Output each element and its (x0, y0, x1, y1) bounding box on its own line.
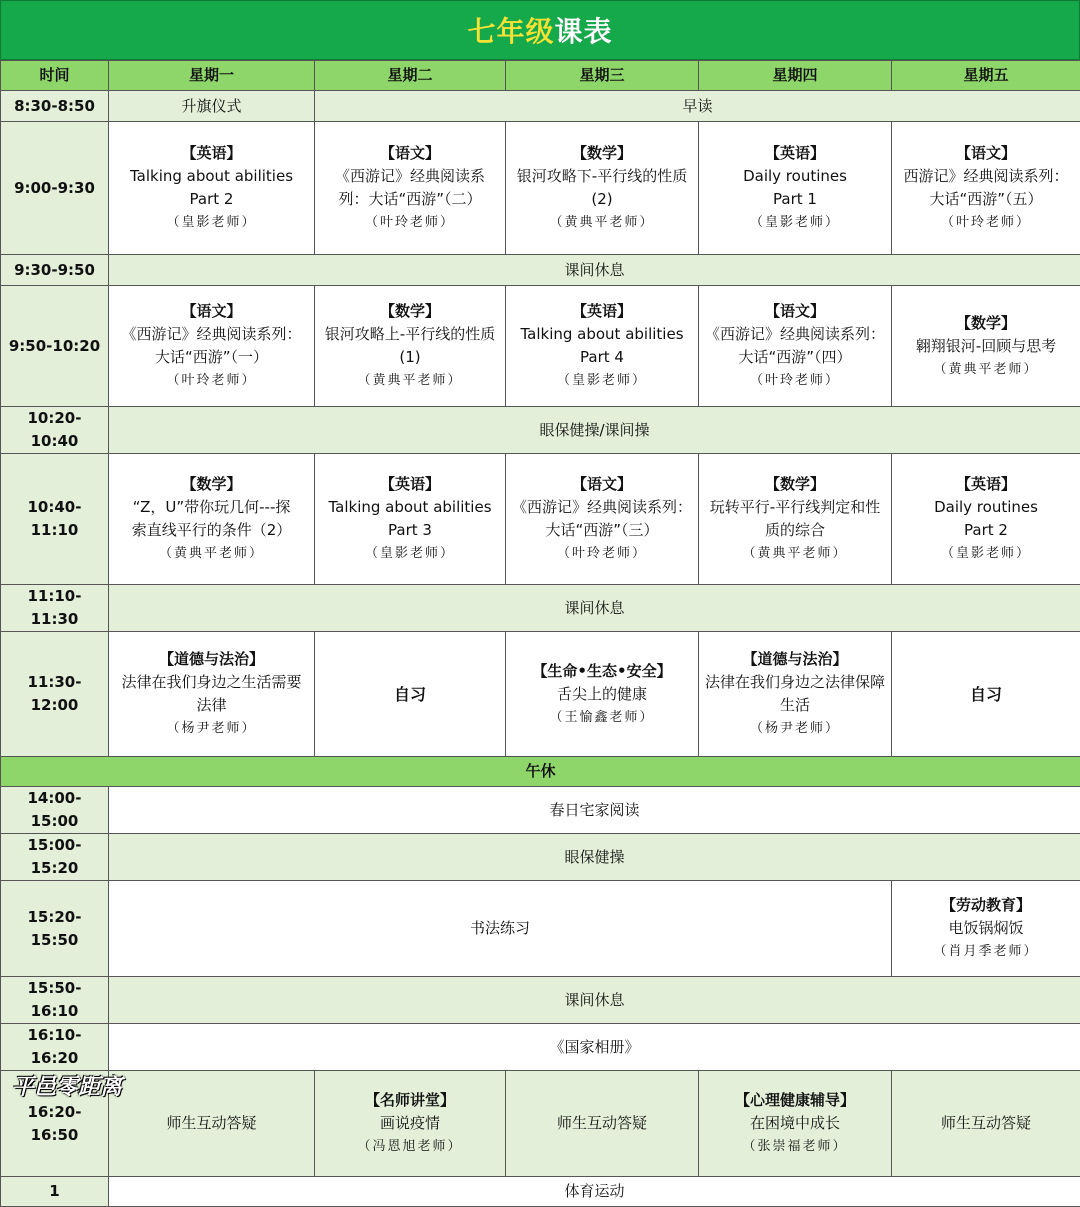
lesson-title: “Z，U”带你玩几何---探 (112, 496, 311, 519)
lesson-title-line2: 大话“西游”（一） (112, 346, 311, 369)
lesson-title-line2: 法律 (112, 694, 311, 717)
teacher-label: （叶玲老师） (509, 542, 695, 565)
lesson-cell (506, 122, 699, 255)
qa-cell: 师生互动答疑 (892, 1071, 1080, 1177)
subject-label: 【名师讲堂】 (318, 1089, 502, 1112)
lesson-title: 在困境中成长 (702, 1112, 888, 1135)
subject-label: 【英语】 (112, 142, 311, 165)
table-row (1, 91, 1080, 122)
table-row (1, 585, 1080, 632)
teacher-label: （肖月季老师） (895, 940, 1077, 963)
lesson-title-line2: 质的综合 (702, 519, 888, 542)
national-album-cell: 《国家相册》 (109, 1024, 1080, 1071)
noon-break-row (1, 757, 1080, 787)
subject-label: 【生命•生态•安全】 (509, 660, 695, 683)
table-row (1, 1177, 1080, 1207)
time-cell: 15:50-16:10 (1, 977, 109, 1024)
lesson-title: 《西游记》经典阅读系列： (702, 323, 888, 346)
teacher-label: （皇影老师） (702, 211, 888, 234)
teacher-label: （叶玲老师） (318, 211, 502, 234)
teacher-label: （杨尹老师） (112, 717, 311, 740)
lesson-title: Daily routines (702, 165, 888, 188)
time-cell: 10:20-10:40 (1, 407, 109, 454)
lesson-cell (699, 286, 892, 407)
time-cell: 1 (1, 1177, 109, 1207)
time-cell: 9:50-10:20 (1, 286, 109, 407)
subject-label: 【劳动教育】 (895, 894, 1077, 917)
eye-exercise-cell: 眼保健操 (109, 834, 1080, 881)
lesson-title: 电饭锅焖饭 (895, 917, 1077, 940)
lesson-cell (109, 632, 315, 757)
lesson-cell (699, 454, 892, 585)
header-monday: 星期一 (109, 61, 315, 91)
lesson-title: 画说疫情 (318, 1112, 502, 1135)
subject-label: 【英语】 (895, 473, 1077, 496)
lesson-title-line2: Part 1 (702, 188, 888, 211)
subject-label: 【数学】 (895, 312, 1077, 335)
break-cell: 课间休息 (109, 977, 1080, 1024)
break-cell: 课间休息 (109, 255, 1080, 286)
header-row (1, 61, 1080, 91)
table-row (1, 255, 1080, 286)
lesson-cell (892, 122, 1080, 255)
teacher-label: （王愉鑫老师） (509, 706, 695, 729)
lesson-title-line2: 列：大话“西游”（二） (318, 188, 502, 211)
table-row (1, 286, 1080, 407)
lesson-title: 《西游记》经典阅读系列： (112, 323, 311, 346)
self-study-cell: 自习 (892, 632, 1080, 757)
header-tuesday: 星期二 (315, 61, 506, 91)
table-row (1, 454, 1080, 585)
time-cell: 11:30-12:00 (1, 632, 109, 757)
calligraphy-cell: 书法练习 (109, 881, 892, 977)
time-cell: 9:30-9:50 (1, 255, 109, 286)
time-cell: 8:30-8:50 (1, 91, 109, 122)
lesson-title-line2: Part 3 (318, 519, 502, 542)
subject-label: 【数学】 (318, 300, 502, 323)
table-row (1, 632, 1080, 757)
teacher-label: （皇影老师） (509, 369, 695, 392)
teacher-label: （黄典平老师） (318, 369, 502, 392)
subject-label: 【语文】 (509, 473, 695, 496)
lesson-title: 《西游记》经典阅读系列： (509, 496, 695, 519)
lesson-title: 翱翔银河-回顾与思考 (895, 335, 1077, 358)
lesson-title-line2: (1) (318, 346, 502, 369)
lesson-cell (315, 286, 506, 407)
break-cell: 课间休息 (109, 585, 1080, 632)
table-row (1, 834, 1080, 881)
lesson-title-line2: (2) (509, 188, 695, 211)
lesson-cell (109, 122, 315, 255)
lesson-cell (315, 122, 506, 255)
watermark-text: 平邑零距离 (12, 1070, 122, 1101)
time-cell: 11:10-11:30 (1, 585, 109, 632)
lesson-cell (315, 1071, 506, 1177)
lesson-cell (699, 122, 892, 255)
teacher-label: （黄典平老师） (895, 358, 1077, 381)
time-cell: 14:00-15:00 (1, 787, 109, 834)
subject-label: 【语文】 (318, 142, 502, 165)
header-thursday: 星期四 (699, 61, 892, 91)
lesson-title: Talking about abilities (509, 323, 695, 346)
lesson-title: 西游记》经典阅读系列： (895, 165, 1077, 188)
timetable-title (0, 0, 1080, 60)
subject-label: 【英语】 (702, 142, 888, 165)
header-wednesday: 星期三 (506, 61, 699, 91)
table-row (1, 881, 1080, 977)
lesson-title: 法律在我们身边之法律保障 (702, 671, 888, 694)
teacher-label: （张崇福老师） (702, 1135, 888, 1158)
teacher-label: （黄典平老师） (702, 542, 888, 565)
title-schedule: 课表 (555, 10, 613, 50)
subject-label: 【道德与法治】 (112, 648, 311, 671)
time-cell: 10:40-11:10 (1, 454, 109, 585)
lesson-cell (892, 454, 1080, 585)
eye-exercise-cell: 眼保健操/课间操 (109, 407, 1080, 454)
reading-cell: 春日宅家阅读 (109, 787, 1080, 834)
lesson-cell (109, 454, 315, 585)
lesson-title: 银河攻略下-平行线的性质 (509, 165, 695, 188)
lesson-cell (109, 286, 315, 407)
table-row (1, 787, 1080, 834)
time-cell: 16:10-16:20 (1, 1024, 109, 1071)
lesson-title-line2: Part 4 (509, 346, 695, 369)
subject-label: 【语文】 (895, 142, 1077, 165)
subject-label: 【数学】 (702, 473, 888, 496)
time-cell: 16:20-16:50 (1, 1071, 109, 1177)
lesson-cell (506, 286, 699, 407)
teacher-label: （叶玲老师） (112, 369, 311, 392)
time-cell: 15:20-15:50 (1, 881, 109, 977)
lesson-title: Talking about abilities (318, 496, 502, 519)
subject-label: 【道德与法治】 (702, 648, 888, 671)
subject-label: 【数学】 (112, 473, 311, 496)
teacher-label: （皇影老师） (318, 542, 502, 565)
lesson-title: 玩转平行-平行线判定和性 (702, 496, 888, 519)
teacher-label: （冯恩旭老师） (318, 1135, 502, 1158)
lesson-title-line2: 大话“西游”（四） (702, 346, 888, 369)
title-grade: 七年级 (467, 10, 554, 50)
subject-label: 【数学】 (509, 142, 695, 165)
lesson-title-line2: 生活 (702, 694, 888, 717)
timetable (0, 60, 1080, 1207)
header-friday: 星期五 (892, 61, 1080, 91)
lesson-title-line2: Part 2 (112, 188, 311, 211)
lesson-title-line2: 大话“西游”（五） (895, 188, 1077, 211)
teacher-label: （皇影老师） (895, 542, 1077, 565)
lesson-title: 法律在我们身边之生活需要 (112, 671, 311, 694)
teacher-label: （叶玲老师） (702, 369, 888, 392)
lesson-title-line2: 索直线平行的条件（2） (112, 519, 311, 542)
header-time: 时间 (1, 61, 109, 91)
time-cell: 9:00-9:30 (1, 122, 109, 255)
teacher-label: （杨尹老师） (702, 717, 888, 740)
lesson-title: 银河攻略上-平行线的性质 (318, 323, 502, 346)
lesson-title-line2: Part 2 (895, 519, 1077, 542)
lesson-title: 舌尖上的健康 (509, 683, 695, 706)
time-cell: 15:00-15:20 (1, 834, 109, 881)
table-row (1, 977, 1080, 1024)
table-row (1, 1071, 1080, 1177)
lesson-title: 《西游记》经典阅读系 (318, 165, 502, 188)
teacher-label: （黄典平老师） (112, 542, 311, 565)
morning-reading-cell: 早读 (315, 91, 1080, 122)
subject-label: 【语文】 (112, 300, 311, 323)
lesson-cell (892, 286, 1080, 407)
qa-cell: 师生互动答疑 (506, 1071, 699, 1177)
self-study-cell: 自习 (315, 632, 506, 757)
noon-break-cell: 午休 (1, 757, 1080, 787)
subject-label: 【英语】 (318, 473, 502, 496)
lesson-cell (506, 454, 699, 585)
lesson-title-line2: 大话“西游”（三） (509, 519, 695, 542)
lesson-cell (699, 632, 892, 757)
subject-label: 【语文】 (702, 300, 888, 323)
table-row (1, 407, 1080, 454)
flag-ceremony-cell: 升旗仪式 (109, 91, 315, 122)
lesson-cell (892, 881, 1080, 977)
teacher-label: （皇影老师） (112, 211, 311, 234)
sports-cell: 体育运动 (109, 1177, 1080, 1207)
subject-label: 【英语】 (509, 300, 695, 323)
teacher-label: （黄典平老师） (509, 211, 695, 234)
table-row (1, 1024, 1080, 1071)
qa-cell: 师生互动答疑 (109, 1071, 315, 1177)
subject-label: 【心理健康辅导】 (702, 1089, 888, 1112)
teacher-label: （叶玲老师） (895, 211, 1077, 234)
table-row (1, 122, 1080, 255)
lesson-cell (315, 454, 506, 585)
lesson-cell (506, 632, 699, 757)
lesson-cell (699, 1071, 892, 1177)
lesson-title: Daily routines (895, 496, 1077, 519)
lesson-title: Talking about abilities (112, 165, 311, 188)
